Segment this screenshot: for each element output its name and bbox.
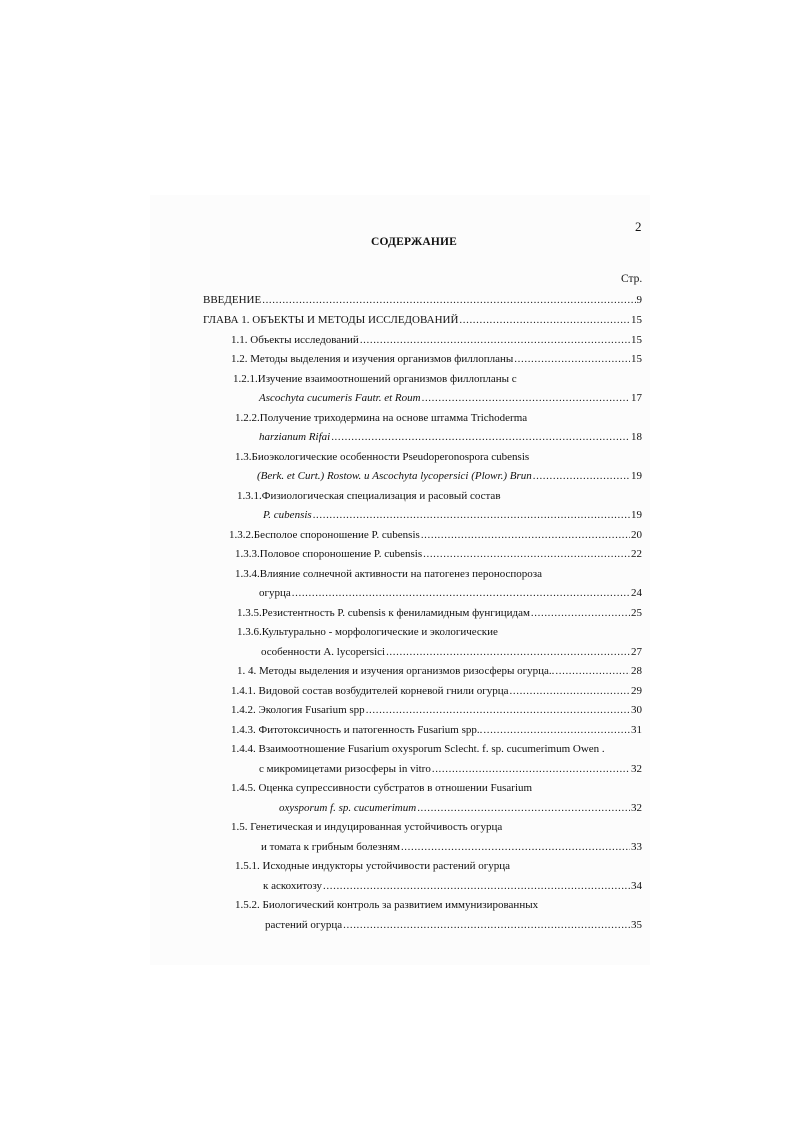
page-number: 2 [635,219,642,234]
toc-entry: 1.1. Объекты исследований ..... 15 [231,332,642,348]
toc-entry: огурца ..... 24 [259,585,642,601]
toc-entry: 1.3.Биоэкологические особенности Pseudoperonospora cubensis [235,451,530,463]
toc-entry: к аскохитозу ..... 34 [263,878,642,894]
toc-entry: 1.2. Методы выделения и изучения организмов филлопланы ..... 15 [231,351,642,367]
toc-entry: особенности A. lycopersici ..... 27 [261,644,642,660]
page-column-label: Стр. [621,273,643,285]
toc-entry: 1. 4. Методы выделения и изучения организмов ризосферы огурца.. ..... 28 [237,663,642,679]
toc-entry: ГЛАВА 1. ОБЪЕКТЫ И МЕТОДЫ ИССЛЕДОВАНИЙ ..... 15 [203,312,642,328]
toc-entry: 1.2.2.Получение триходермина на основе штамма Trichoderma [235,412,528,424]
toc-entry: 1.2.1.Изучение взаимоотношений организмов филлопланы с [233,373,517,385]
toc-entry: 1.3.5.Резистентность P. cubensis к фениламидным фунгицидам ..... 25 [237,605,642,621]
toc-entry: 1.4.3. Фитотоксичность и патогенность Fusarium spp.. ..... 31 [231,722,642,738]
page-title: СОДЕРЖАНИЕ [370,236,458,248]
toc-entry: oxysporum f. sp. cucumerimum ..... 32 [279,800,642,816]
toc-entry: 1.3.2.Бесполое спороношение P. cubensis ..... 20 [229,527,642,543]
toc-entry: 1.3.1.Физиологическая специализация и расовый состав [237,490,501,502]
toc-entry: 1.3.4.Влияние солнечной активности на патогенез пероноспороза [235,568,543,580]
toc-entry: растений огурца ..... 35 [265,917,642,933]
toc-entry: 1.4.1. Видовой состав возбудителей корневой гнили огурца ..... 29 [231,683,642,699]
toc-entry: (Berk. et Curt.) Rostow. и Ascochyta lycopersici (Plowr.) Brun ..... 19 [257,468,642,484]
toc-entry: P. cubensis ..... 19 [263,507,642,523]
toc-entry: 1.5.2. Биологический контроль за развитием иммунизированных [235,899,539,911]
toc-entry: ВВЕДЕНИЕ ..... 9 [203,292,642,308]
toc-entry: и томата к грибным болезням ..... 33 [261,839,642,855]
toc-entry: harzianum Rifai ..... 18 [259,429,642,445]
toc-entry: с микромицетами ризосферы in vitro ..... 32 [259,761,642,777]
toc-entry: 1.3.3.Половое спороношение P. cubensis ..... 22 [235,546,642,562]
toc-entry: 1.3.6.Культурально - морфологические и экологические [237,626,498,638]
toc-entry: Ascochyta cucumeris Fautr. et Roum ..... 17 [259,390,642,406]
toc-entry: 1.4.2. Экология Fusarium spp ..... 30 [231,702,642,718]
toc-entry: 1.4.5. Оценка супрессивности субстратов в отношении Fusarium [231,782,533,794]
toc-entry: 1.5.1. Исходные индукторы устойчивости растений огурца [235,860,511,872]
toc-entry: 1.5. Генетическая и индуцированная устойчивость огурца [231,821,503,833]
toc-entry: 1.4.4. Взаимоотношение Fusarium oxysporum Sclecht. f. sp. cucumerimum Owen . [231,743,605,755]
